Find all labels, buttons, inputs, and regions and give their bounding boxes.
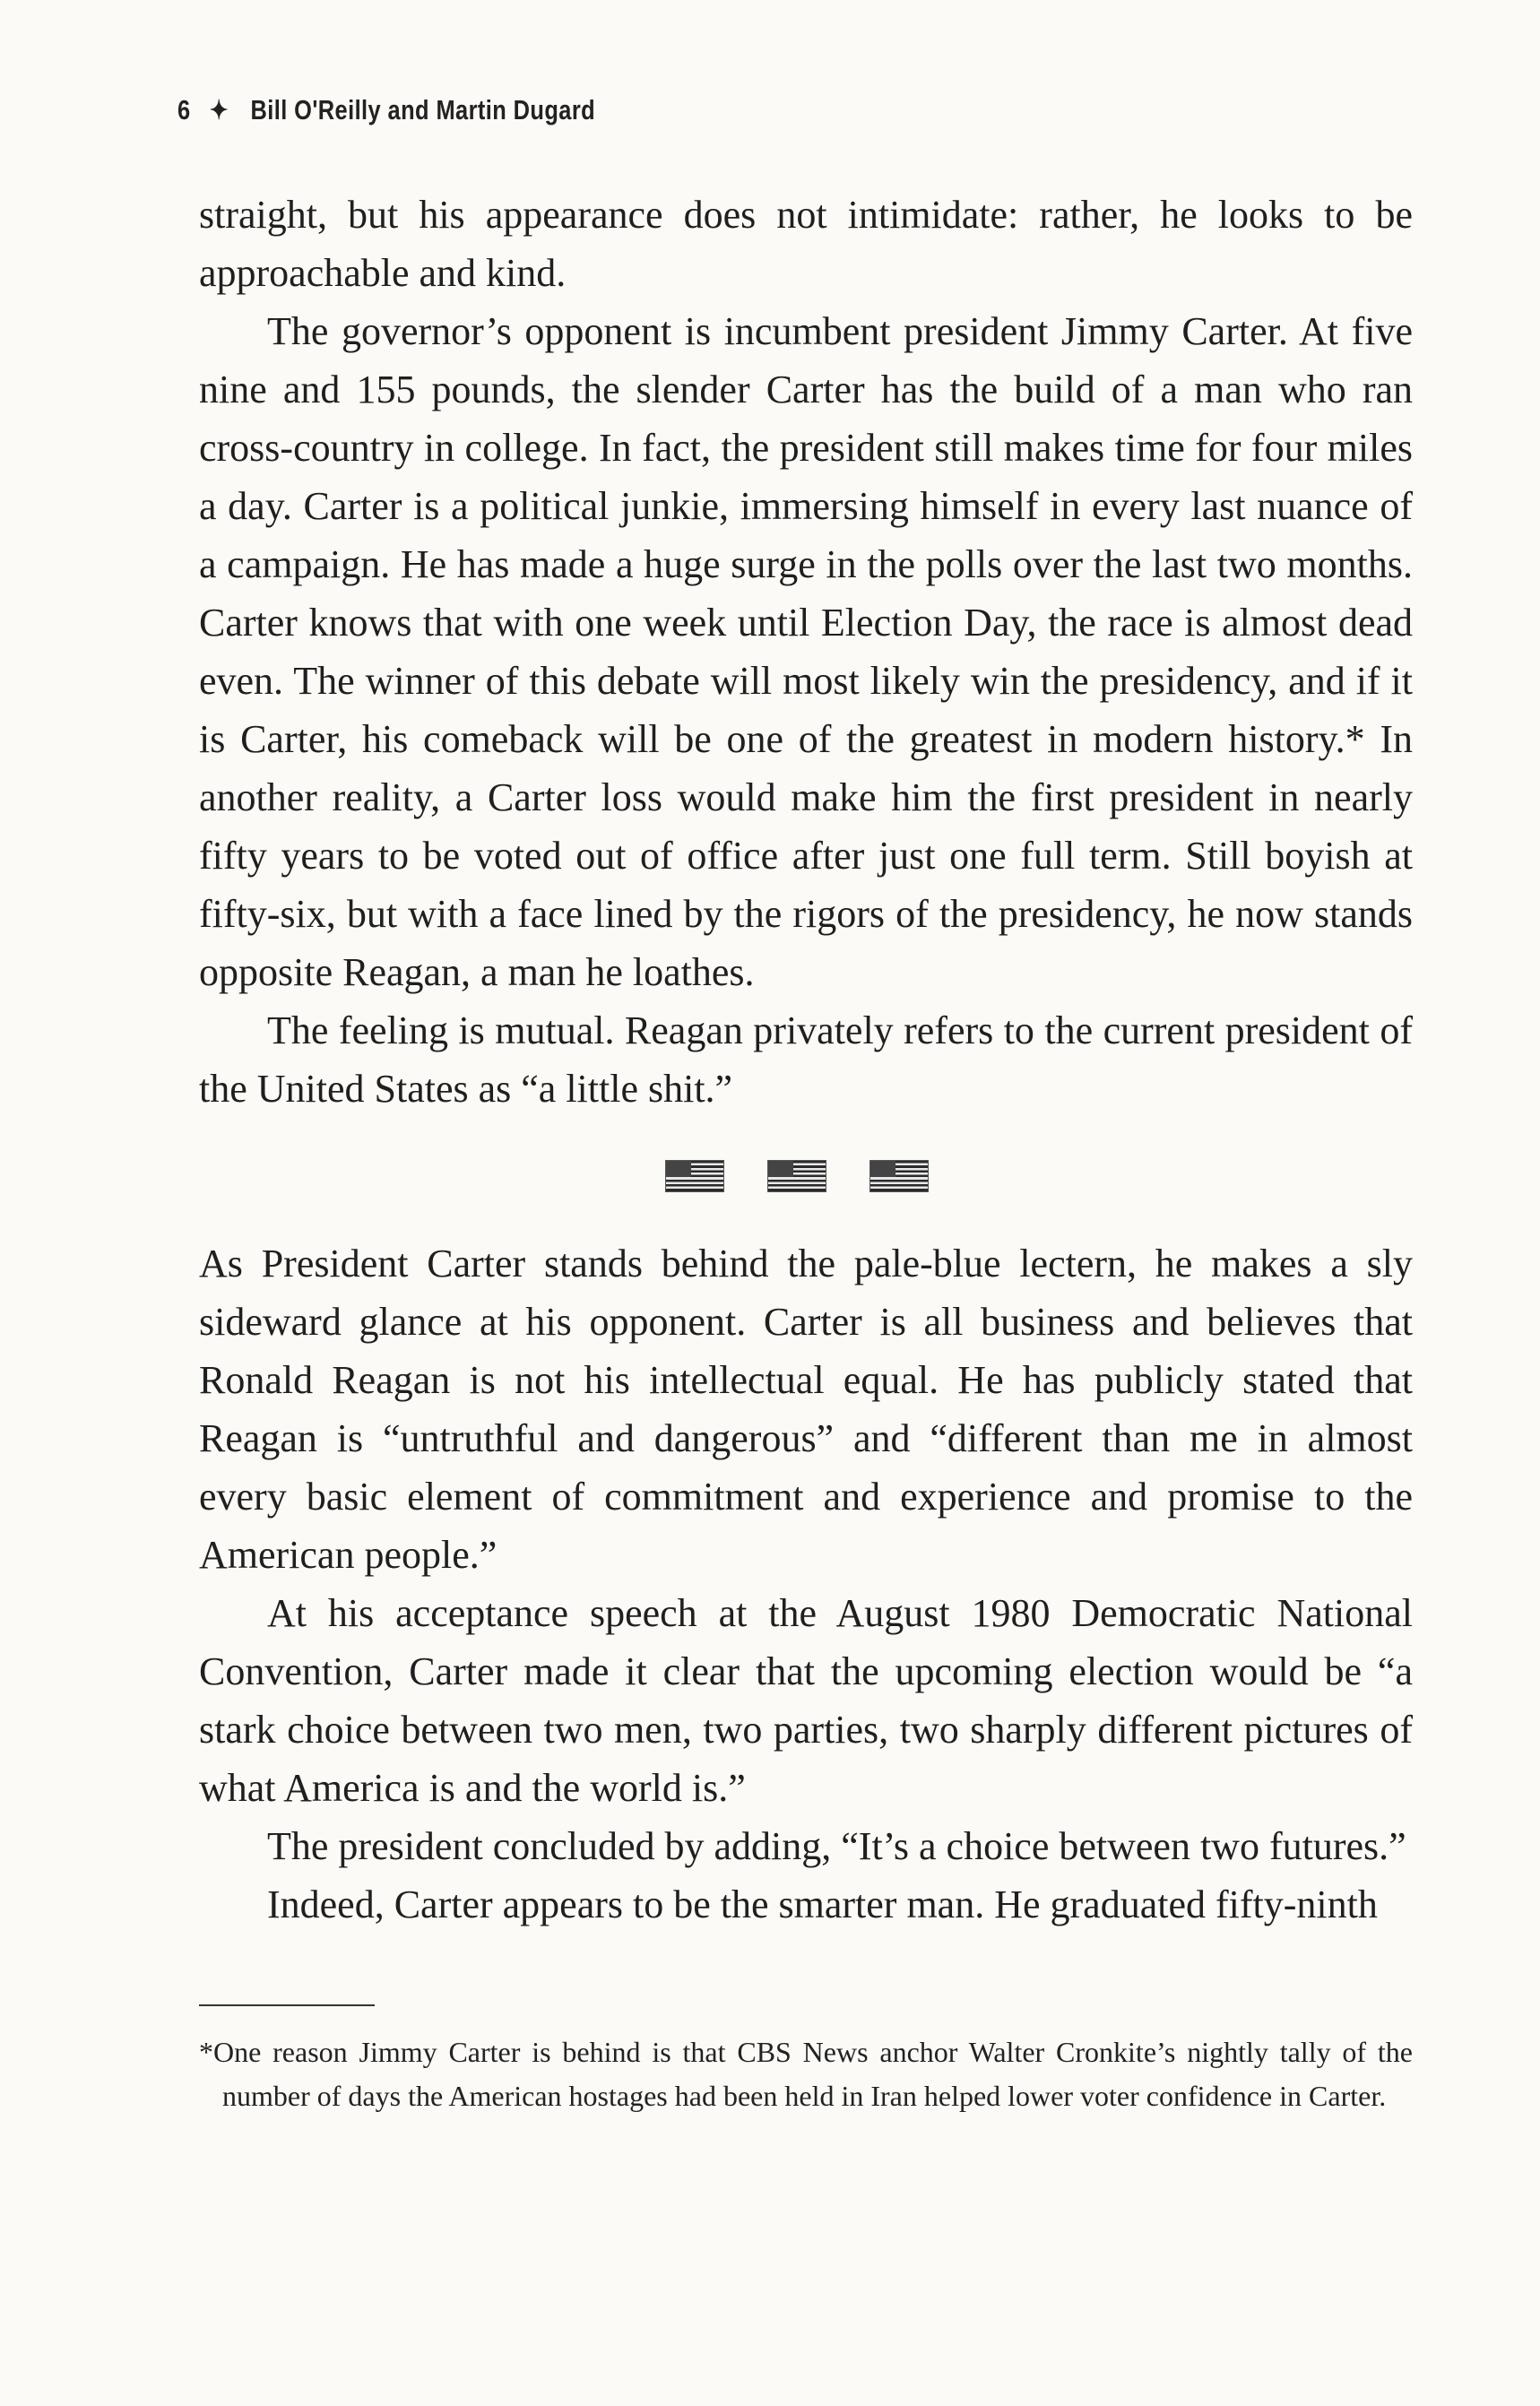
paragraph: straight, but his appearance does not intimidate: rather, he looks to be approachable and kind. — [199, 193, 1413, 295]
paragraph: The president concluded by adding, “It’s a choice between two futures.” — [267, 1824, 1406, 1868]
paragraph: Indeed, Carter appears to be the smarter man. He graduated fifty-ninth — [267, 1882, 1378, 1926]
body-text — [199, 186, 1413, 1934]
paragraph: The feeling is mutual. Reagan privately refers to the current president of the United States as “a little shit.” — [199, 1008, 1413, 1111]
paragraph: At his acceptance speech at the August 1980 Democratic National Convention, Carter made it clear that the upcoming election would be “a stark choice between two men, two parties, two sharply different pictures of what America is and the world is.” — [199, 1591, 1413, 1810]
paragraph: As President Carter stands behind the pale-blue lectern, he makes a sly sideward glance at his opponent. Carter is all business and believes that Ronald Reagan is not his intellectual equal. He has publicly stated that Reagan is “untruthful and dangerous” and “different than me in almost every basic element of commitment and experience and promise to the American people.” — [199, 1242, 1413, 1577]
book-title: Bill O'Reilly and Martin Dugard — [250, 94, 596, 125]
footnote — [199, 2030, 1413, 2118]
footnote-text: *One reason Jimmy Carter is behind is that CBS News anchor Walter Cronkite’s nightly tally of the number of days the American hostages had been held in Iran helped lower voter confidence in Carter. — [199, 2036, 1413, 2112]
footnote-rule — [199, 2004, 375, 2006]
american-flag-icon — [666, 1161, 723, 1191]
american-flag-icon — [768, 1161, 826, 1191]
paragraph: The governor’s opponent is incumbent president Jimmy Carter. At five nine and 155 pounds, the slender Carter has the build of a man who ran cross-country in college. In fact, the president still makes time for four miles a day. Carter is a political junkie, immersing himself in every last nuance of a campaign. He has made a huge surge in the polls over the last two months. Carter knows that with one week until Election Day, the race is almost dead even. The winner of this debate will most likely win the presidency, and if it is Carter, his comeback will be one of the greatest in modern history.* In another reality, a Carter loss would make him the first president in nearly fifty years to be voted out of office after just one full term. Still boyish at fifty-six, but with a face lined by the rigors of the presidency, he now stands opposite Reagan, a man he loathes. — [199, 309, 1413, 994]
section-break-ornament — [181, 1118, 1413, 1234]
star-separator-icon: ✦ — [209, 96, 229, 125]
american-flag-icon — [870, 1161, 928, 1191]
page-number: 6 — [177, 94, 191, 125]
running-head — [177, 94, 595, 126]
